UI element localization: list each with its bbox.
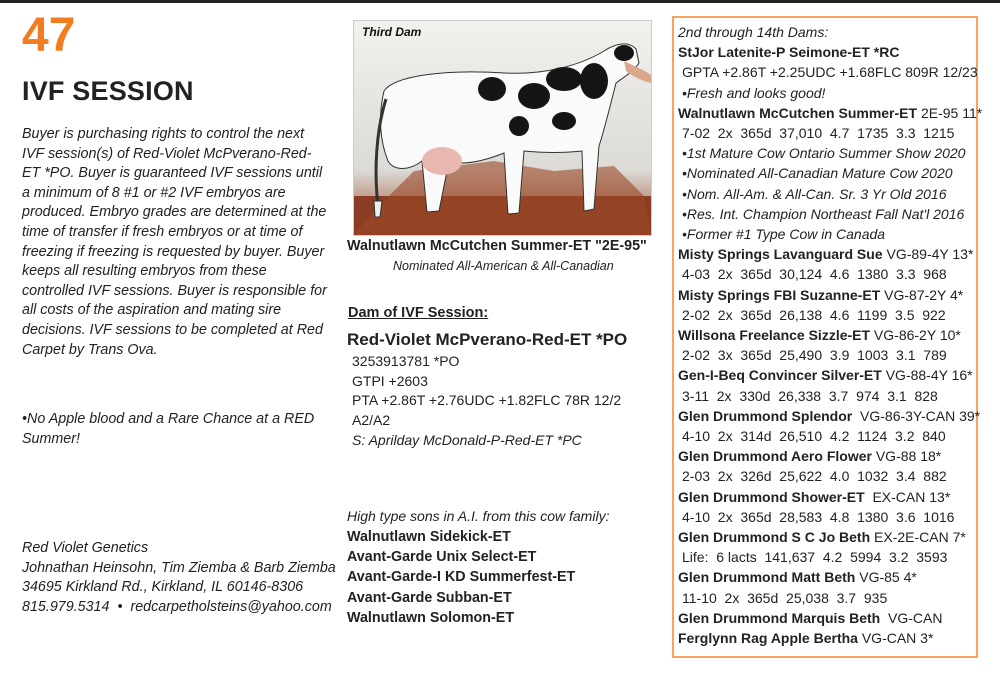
dam-entry-classification: VG-88 18* bbox=[871, 448, 942, 465]
dam-entry-classification: EX-2E-CAN 7* bbox=[870, 529, 966, 546]
dam-entry bbox=[678, 608, 976, 628]
dam-entry-name: Glen Drummond Shower-ET bbox=[678, 488, 865, 505]
consignor-contact bbox=[22, 539, 342, 617]
cow-illustration bbox=[354, 21, 651, 235]
photo-caption-sub: Nominated All-American & All-Canadian bbox=[393, 259, 614, 273]
photo-caption-name: Walnutlawn McCutchen Summer-ET "2E-95" bbox=[347, 238, 647, 254]
dam-entry-achievement: •1st Mature Cow Ontario Summer Show 2020 bbox=[682, 145, 966, 162]
dam-entry-classification: VG-88-4Y 16* bbox=[881, 367, 973, 384]
dam-entry-classification: 2E-95 11* bbox=[917, 104, 983, 121]
dam-entry-classification: VG-85 4* bbox=[855, 569, 917, 586]
photo-label: Third Dam bbox=[362, 25, 422, 39]
dam-entry-name: Glen Drummond Matt Beth bbox=[678, 569, 856, 586]
dam-entry bbox=[678, 406, 981, 446]
dam-entry-title bbox=[678, 285, 976, 305]
dam-entry-name: StJor Latenite-P Seimone-ET *RC bbox=[678, 44, 900, 61]
dam-entry-name: Glen Drummond Splendor bbox=[678, 407, 853, 424]
dam-detail-line: 3253913781 *PO bbox=[352, 353, 460, 369]
dam-entry-title bbox=[678, 325, 976, 345]
sons-list bbox=[347, 527, 575, 628]
dam-detail-line: GTPI +2603 bbox=[352, 372, 428, 389]
lot-number: 47 bbox=[22, 9, 76, 62]
dam-entry-record: 4-10 2x 365d 28,583 4.8 1380 3.6 1016 bbox=[682, 508, 955, 525]
dam-entry-title bbox=[678, 628, 976, 648]
dam-entry-title bbox=[678, 446, 976, 466]
consignor-phone-email bbox=[22, 598, 342, 618]
lot-description: Buyer is purchasing rights to control the next IVF session(s) of Red-Violet McPverano-Red-ET *PO. Buyer is guaranteed IVF sessions until a minimum of 8 #1 or #2 IVF embryos are produced. Embryo grades are determined at the time of transfer if fresh embryos or at time of freezing if freezing is requested by buyer. Buyer keeps all resulting embryos from these controlled IVF sessions. Buyer is responsible for all costs of the aspiration and mating sire decisions. IVF sessions to be completed at Red Carpet by Trans Ova. bbox=[22, 126, 327, 358]
dam-entry-title bbox=[678, 567, 976, 587]
dam-entry bbox=[678, 567, 976, 607]
dam-entry-classification: VG-89-4Y 13* bbox=[882, 246, 974, 263]
dam-entry bbox=[678, 325, 976, 365]
dam-entry-classification: VG-CAN bbox=[880, 609, 943, 626]
dams-heading: 2nd through 14th Dams: bbox=[678, 24, 829, 40]
dam-entry-classification: VG-87-2Y 4* bbox=[880, 286, 964, 303]
dam-entry-title bbox=[678, 608, 976, 628]
separator: • bbox=[117, 598, 123, 615]
dam-entry bbox=[678, 103, 983, 244]
consignor-phone: 815.979.5314 bbox=[22, 598, 110, 615]
son-name: Avant-Garde Subban-ET bbox=[347, 589, 512, 606]
dam-entry-title bbox=[678, 487, 976, 507]
dam-entry-achievement: •Fresh and looks good! bbox=[682, 84, 826, 101]
dam-entry-name: Misty Springs FBI Suzanne-ET bbox=[678, 286, 881, 303]
dam-entry bbox=[678, 527, 976, 567]
dam-entry-record: 4-10 2x 314d 26,510 4.2 1124 3.2 840 bbox=[682, 428, 946, 445]
dam-details bbox=[352, 352, 621, 451]
dam-entry bbox=[678, 365, 976, 405]
dam-heading: Dam of IVF Session: bbox=[348, 305, 489, 321]
dam-entry-name: Glen Drummond Aero Flower bbox=[678, 448, 872, 465]
consignor-address: 34695 Kirkland Rd., Kirkland, IL 60146-8306 bbox=[22, 579, 304, 596]
dam-detail-line: PTA +2.86T +2.76UDC +1.82FLC 78R 12/2 bbox=[352, 392, 622, 409]
dam-detail-line: S: Aprilday McDonald-P-Red-ET *PC bbox=[352, 431, 582, 448]
dam-entry bbox=[678, 285, 976, 325]
dam-entry-name: Walnutlawn McCutchen Summer-ET bbox=[678, 104, 918, 121]
consignor-name: Red Violet Genetics bbox=[22, 540, 149, 556]
dam-entry-classification: VG-86-3Y-CAN 39* bbox=[852, 407, 981, 424]
dam-entry-name: Ferglynn Rag Apple Bertha bbox=[678, 630, 858, 647]
dam-entry-record: 2-02 2x 365d 26,138 4.6 1199 3.5 922 bbox=[682, 306, 946, 323]
consignor-people: Johnathan Heinsohn, Tim Ziemba & Barb Ziemba bbox=[22, 559, 336, 576]
dam-entry-classification: VG-86-2Y 10* bbox=[870, 327, 961, 344]
sons-heading: High type sons in A.I. from this cow family: bbox=[347, 508, 610, 524]
dam-entry-achievement: •Former #1 Type Cow in Canada bbox=[682, 226, 886, 243]
dam-entry-name: Willsona Freelance Sizzle-ET bbox=[678, 327, 871, 344]
dam-entry bbox=[678, 446, 976, 486]
dams-list bbox=[678, 42, 983, 648]
lot-title: IVF SESSION bbox=[22, 76, 194, 106]
dam-entry-record: 4-03 2x 365d 30,124 4.6 1380 3.3 968 bbox=[682, 266, 947, 283]
dam-entry-record: 2-02 3x 365d 25,490 3.9 1003 3.1 789 bbox=[682, 347, 947, 364]
dam-entry-name: Glen Drummond Marquis Beth bbox=[678, 609, 881, 626]
dam-entry-achievement: •Res. Int. Champion Northeast Fall Nat'l 2016 bbox=[682, 205, 965, 222]
dam-entry-title bbox=[678, 527, 976, 547]
dam-entry-title bbox=[678, 103, 983, 123]
dam-entry bbox=[678, 244, 976, 284]
dam-entry bbox=[678, 42, 976, 103]
lot-note: •No Apple blood and a Rare Chance at a RED Summer! bbox=[22, 411, 315, 447]
dam-entry-record: 11-10 2x 365d 25,038 3.7 935 bbox=[682, 589, 888, 606]
dam-entry-title bbox=[678, 244, 976, 264]
dam-entry-title bbox=[678, 42, 976, 62]
dam-entry-title bbox=[678, 406, 981, 426]
dam-entry-record: 2-03 2x 326d 25,622 4.0 1032 3.4 882 bbox=[682, 468, 947, 485]
dam-entry-title bbox=[678, 365, 976, 385]
dam-entry-record: GPTA +2.86T +2.25UDC +1.68FLC 809R 12/23 bbox=[682, 64, 978, 81]
dam-entry-classification: VG-CAN 3* bbox=[857, 630, 934, 647]
dam-entry-record: 3-11 2x 330d 26,338 3.7 974 3.1 828 bbox=[682, 387, 938, 404]
dam-entry-name: Glen Drummond S C Jo Beth bbox=[678, 529, 871, 546]
dam-entry-achievement: •Nominated All-Canadian Mature Cow 2020 bbox=[682, 165, 953, 182]
dam-name: Red-Violet McPverano-Red-ET *PO bbox=[347, 330, 628, 349]
dam-entry-classification: EX-CAN 13* bbox=[864, 488, 951, 505]
dams-pedigree-box bbox=[672, 16, 983, 658]
son-name: Walnutlawn Sidekick-ET bbox=[347, 529, 511, 545]
dam-entry-name: Gen-I-Beq Convincer Silver-ET bbox=[678, 367, 882, 384]
dam-detail-line: A2/A2 bbox=[352, 412, 391, 429]
son-name: Walnutlawn Solomon-ET bbox=[347, 609, 515, 626]
dam-entry bbox=[678, 628, 976, 648]
dam-entry-record: Life: 6 lacts 141,637 4.2 5994 3.2 3593 bbox=[682, 549, 948, 566]
dam-entry-record: 7-02 2x 365d 37,010 4.7 1735 3.3 1215 bbox=[682, 125, 955, 142]
consignor-email[interactable]: redcarpetholsteins@yahoo.com bbox=[130, 598, 332, 615]
son-name: Avant-Garde Unix Select-ET bbox=[347, 549, 537, 566]
third-dam-photo bbox=[353, 20, 652, 236]
dam-entry-name: Misty Springs Lavanguard Sue bbox=[678, 246, 883, 263]
dam-entry-achievement: •Nom. All-Am. & All-Can. Sr. 3 Yr Old 2016 bbox=[682, 185, 947, 202]
top-rule bbox=[0, 0, 1000, 3]
son-name: Avant-Garde-I KD Summerfest-ET bbox=[347, 569, 576, 586]
dam-entry bbox=[678, 487, 976, 527]
